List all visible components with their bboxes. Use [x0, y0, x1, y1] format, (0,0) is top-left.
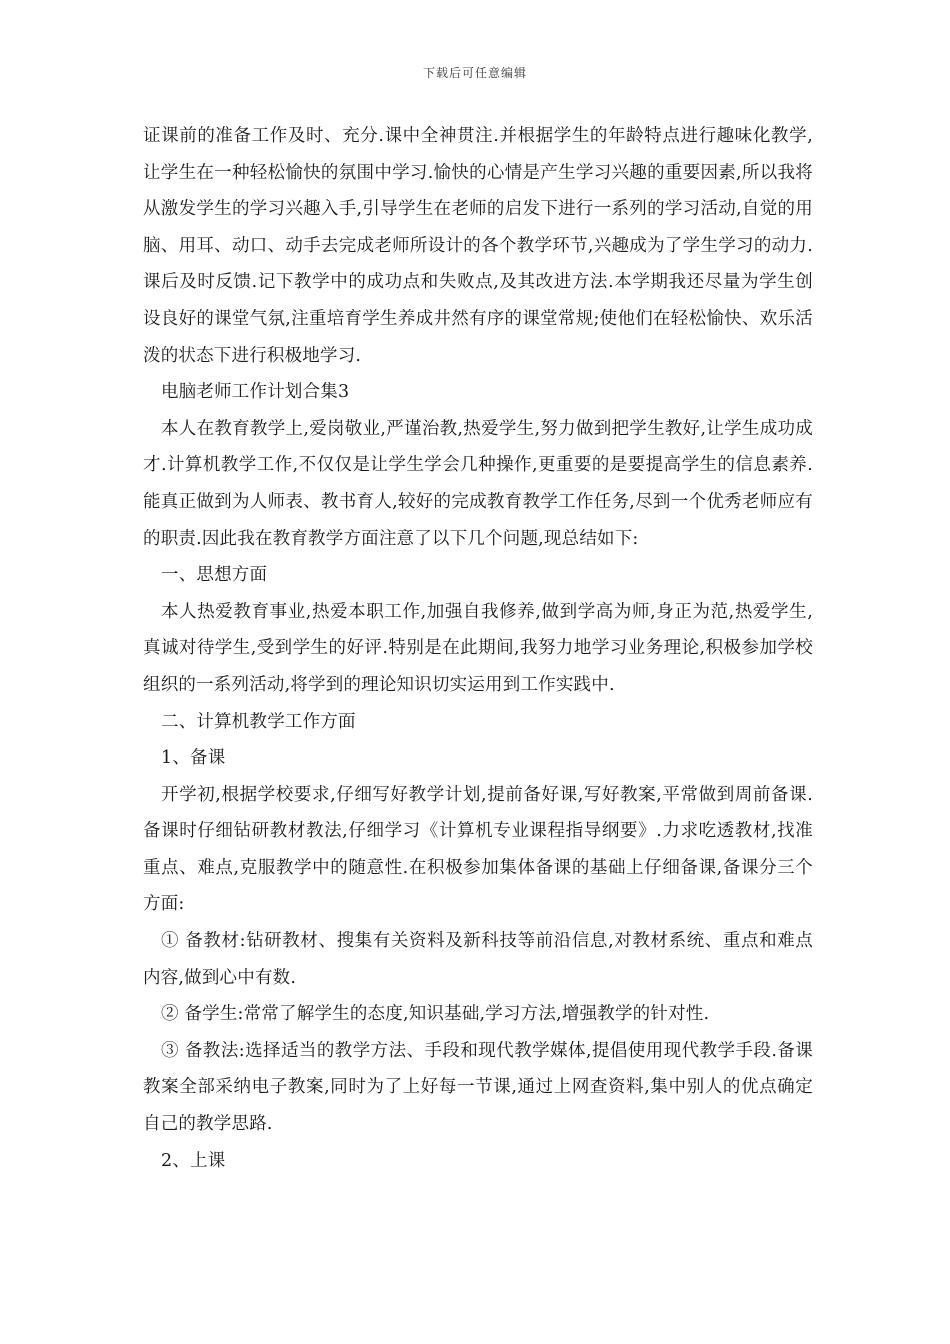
heading-ideology: 一、思想方面: [161, 565, 268, 586]
paragraph-lesson-prep: 开学初,根据学校要求,仔细写好教学计划,提前备好课,写好教案,平常做到周前备课.备课时仔细钻研教材教法,仔细学习《计算机专业课程指导纲要》.力求吃透教材,找准重点、难点,克服教学中的随意性.在积极参加集体备课的基础上仔细备课,备课分三个方面:: [143, 784, 813, 915]
subheading-lesson-prep: 1、备课: [161, 748, 226, 769]
document-body: [143, 118, 813, 1179]
paragraph-ideology: 本人热爱教育事业,热爱本职工作,加强自我修养,做到学高为师,身正为范,热爱学生,真诚对待学生,受到学生的好评.特别是在此期间,我努力地学习业务理论,积极参加学校组织的一系列活动,将学到的理论知识切实运用到工作实践中.: [143, 601, 813, 695]
paragraph-continuation: 证课前的准备工作及时、充分.课中全神贯注.并根据学生的年龄特点进行趣味化教学,让学生在一种轻松愉快的氛围中学习.愉快的心情是产生学习兴趣的重要因素,所以我将从激发学生的学习兴趣入手,引导学生在老师的启发下进行一系列的学习活动,自觉的用脑、用耳、动口、动手去完成老师所设计的各个教学环节,兴趣成为了学生学习的动力.课后及时反馈.记下教学中的成功点和失败点,及其改进方法.本学期我还尽量为学生创设良好的课堂气氛,注重培育学生养成井然有序的课堂常规;使他们在轻松愉快、欢乐活泼的状态下进行积极地学习.: [143, 126, 813, 366]
page-header-watermark: 下载后可任意编辑: [422, 66, 527, 80]
section-title: 电脑老师工作计划合集3: [161, 382, 350, 403]
paragraph-intro: 本人在教育教学上,爱岗敬业,严谨治教,热爱学生,努力做到把学生教好,让学生成功成才.计算机教学工作,不仅仅是让学生学会几种操作,更重要的是要提高学生的信息素养.能真正做到为人师表、教书育人,较好的完成教育教学工作任务,尽到一个优秀老师应有的职责.因此我在教育教学方面注意了以下几个问题,现总结如下:: [143, 418, 813, 549]
list-item-methods: ③ 备教法:选择适当的教学方法、手段和现代教学媒体,提倡使用现代教学手段.备课教案全部采纳电子教案,同时为了上好每一节课,通过上网查资料,集中别人的优点确定自己的教学思路.: [143, 1040, 813, 1135]
list-item-materials: ① 备教材:钻研教材、搜集有关资料及新科技等前沿信息,对教材系统、重点和难点内容,做到心中有数.: [143, 931, 813, 988]
heading-teaching: 二、计算机教学工作方面: [161, 711, 356, 732]
list-item-students: ② 备学生:常常了解学生的态度,知识基础,学习方法,增强教学的针对性.: [161, 1004, 710, 1025]
subheading-class: 2、上课: [161, 1150, 226, 1171]
